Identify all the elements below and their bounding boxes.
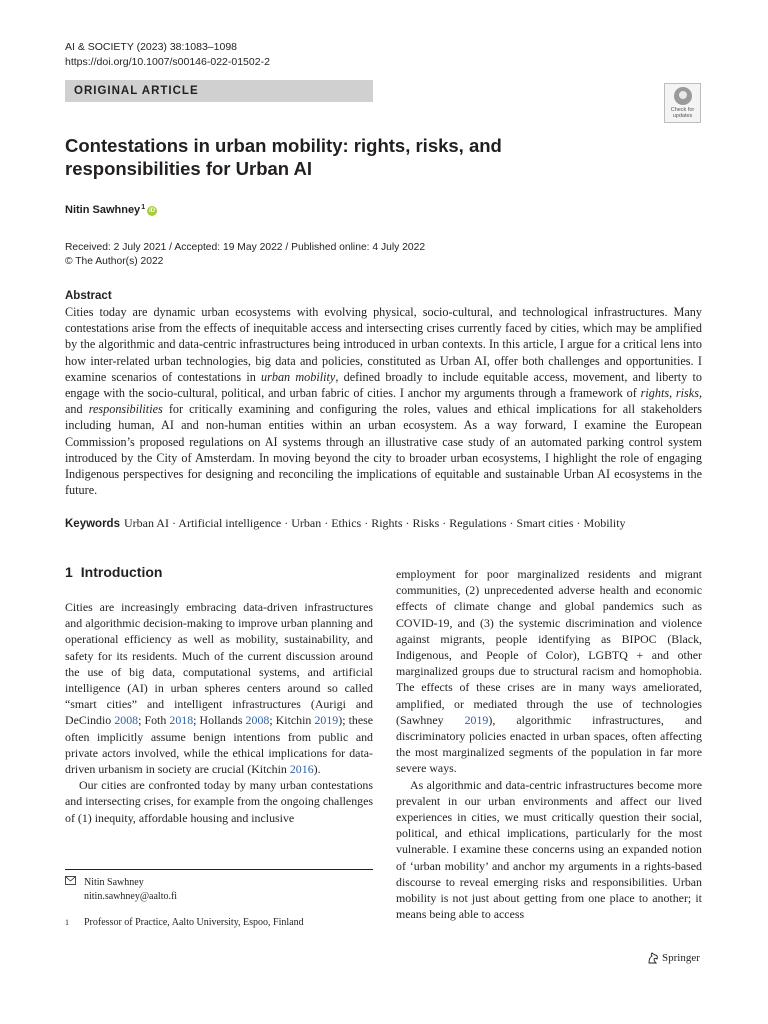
correspondence-email[interactable]: nitin.sawhney@aalto.fi <box>84 891 178 902</box>
citation-link[interactable]: 2019 <box>314 713 339 728</box>
badge-text: Check for updates <box>670 107 695 119</box>
abstract-text: Cities today are dynamic urban ecosystems with evolving physical, socio-cultural, and technological infrastructures. Many contestations arise from the effects of inequitable access and intersecting crises currently faced by cities, which may be amplified by the algorithmic and data-centric infrastructures being introduced in urban contexts. In this article, I argue for a critical lens into how inter-related urban technologies, big data and policies, constituted as Urban AI, offer both challenges and opportunities. I examine scenarios of contestations in urban mobility, defined broadly to include equitable access, movement, and liberty to engage with the socio-cultural, political, and urban fabric of cities. I anchor my arguments through a framework of rights, risks, and responsibilities for critically examining and configuring the roles, values and ethical implications for all stakeholders including human, AI and non-human entities within an urban ecosystem. As a way forward, I examine the European Commission’s proposed regulations on AI systems through an illustrative case study of an automated parking control system introduced by the City of Amsterdam. In moving beyond the city to broader urban ecosystems, I highlight the role of engaging Indigenous perspectives for designing and reconciling the implications of equitable and sustainable Urban AI ecosystems in the future. <box>65 305 702 498</box>
correspondence-footnote <box>65 876 177 904</box>
orcid-icon[interactable]: iD <box>149 208 156 214</box>
footnote-divider <box>65 869 373 870</box>
abstract-heading: Abstract <box>65 290 112 302</box>
section-heading-introduction <box>65 564 162 580</box>
body-column-left <box>65 599 373 826</box>
keywords-label: Keywords <box>65 518 120 530</box>
check-for-updates-badge[interactable] <box>664 83 701 123</box>
paragraph-3: employment for poor marginalized residents and migrant communities, (2) unprecedented adverse health and economic effects of climate change and global pandemics such as COVID-19, and (3) the systemic discrimination and violence against migrants, people identifying as BIPOC (Black, Indigenous, and People of Color), LGBTQ + and other marginalized groups due to structural racism and homophobia. The effects of these crises are in many ways ameliorated, amplified, or mediated through the use of technologies (Sawhney 2019), algorithmic infrastructures, and discriminatory policies enacted in urban spaces, often affecting the most marginalized segments of the population in far more severe ways. <box>396 567 702 776</box>
publisher-logo <box>647 952 700 964</box>
citation-link[interactable]: 2019 <box>464 712 489 727</box>
article-type-banner: ORIGINAL ARTICLE <box>65 80 373 102</box>
citation-link[interactable]: 2008 <box>245 713 270 728</box>
crossmark-icon <box>674 87 692 105</box>
paragraph-4: As algorithmic and data-centric infrastructures become more prevalent in our urban environments and affect our lived experiences in cities, we must critically question their social, political, and ethical implications, particularly for the most vulnerable. I examine these concerns using an expanded notion of ‘urban mobility’ and anchor my arguments in a rights-based discourse to reveal emerging risks and responsibilities. Urban mobility is not just about getting from one place to another; it means being able to access <box>396 777 702 922</box>
body-column-right <box>396 566 702 922</box>
publication-dates <box>65 241 425 269</box>
affiliation-marker: 1 <box>141 204 146 211</box>
citation-link[interactable]: 2018 <box>169 713 194 728</box>
copyright-line: © The Author(s) 2022 <box>65 256 164 267</box>
keywords-line <box>65 516 715 531</box>
publisher-name: Springer <box>662 952 700 964</box>
doi-link[interactable]: https://doi.org/10.1007/s00146-022-01502-2 <box>65 56 270 68</box>
citation-link[interactable]: 2008 <box>114 713 139 728</box>
paragraph-2: Our cities are confronted today by many urban contestations and intersecting crises, for example from the ongoing challenges of (1) inequity, affordable housing and inclusive <box>65 778 373 825</box>
citation-link[interactable]: 2016 <box>289 762 314 777</box>
section-title: Introduction <box>80 564 163 580</box>
affiliation-footnote-mark: 1 <box>65 918 69 927</box>
springer-horse-icon <box>647 952 659 964</box>
journal-header <box>65 40 270 70</box>
article-title: Contestations in urban mobility: rights, risks, and responsibilities for Urban AI <box>65 135 502 179</box>
section-number: 1 <box>65 564 73 580</box>
correspondence-name: Nitin Sawhney <box>84 877 144 888</box>
journal-citation: AI & SOCIETY (2023) 38:1083–1098 <box>65 41 237 53</box>
author-line <box>65 204 157 216</box>
affiliation-text: Professor of Practice, Aalto University, Espoo, Finland <box>84 917 304 928</box>
author-name[interactable]: Nitin Sawhney <box>65 204 141 216</box>
keywords-list: Urban AI · Artificial intelligence · Urban · Ethics · Rights · Risks · Regulations · Smart cities · Mobility <box>123 516 626 530</box>
envelope-icon <box>65 876 76 885</box>
affiliation-footnote <box>65 916 304 930</box>
dates-line: Received: 2 July 2021 / Accepted: 19 May 2022 / Published online: 4 July 2022 <box>65 242 426 253</box>
paragraph-1: Cities are increasingly embracing data-driven infrastructures and algorithmic decision-making to improve urban planning and operational efficiency as well as mobility, sustainability, and safety for its residents. Much of the current discussion around the use of big data, computational systems, and artificial intelligence (AI) in urban spheres centers around so called “smart cities” and intelligent infrastructures (Aurigi and DeCindio 2008; Foth 2018; Hollands 2008; Kitchin 2019); these often implicitly assume benign intentions from public and private actors involved, while the ethical implications for data-driven urbanism in society are crucial (Kitchin 2016). <box>65 600 374 777</box>
